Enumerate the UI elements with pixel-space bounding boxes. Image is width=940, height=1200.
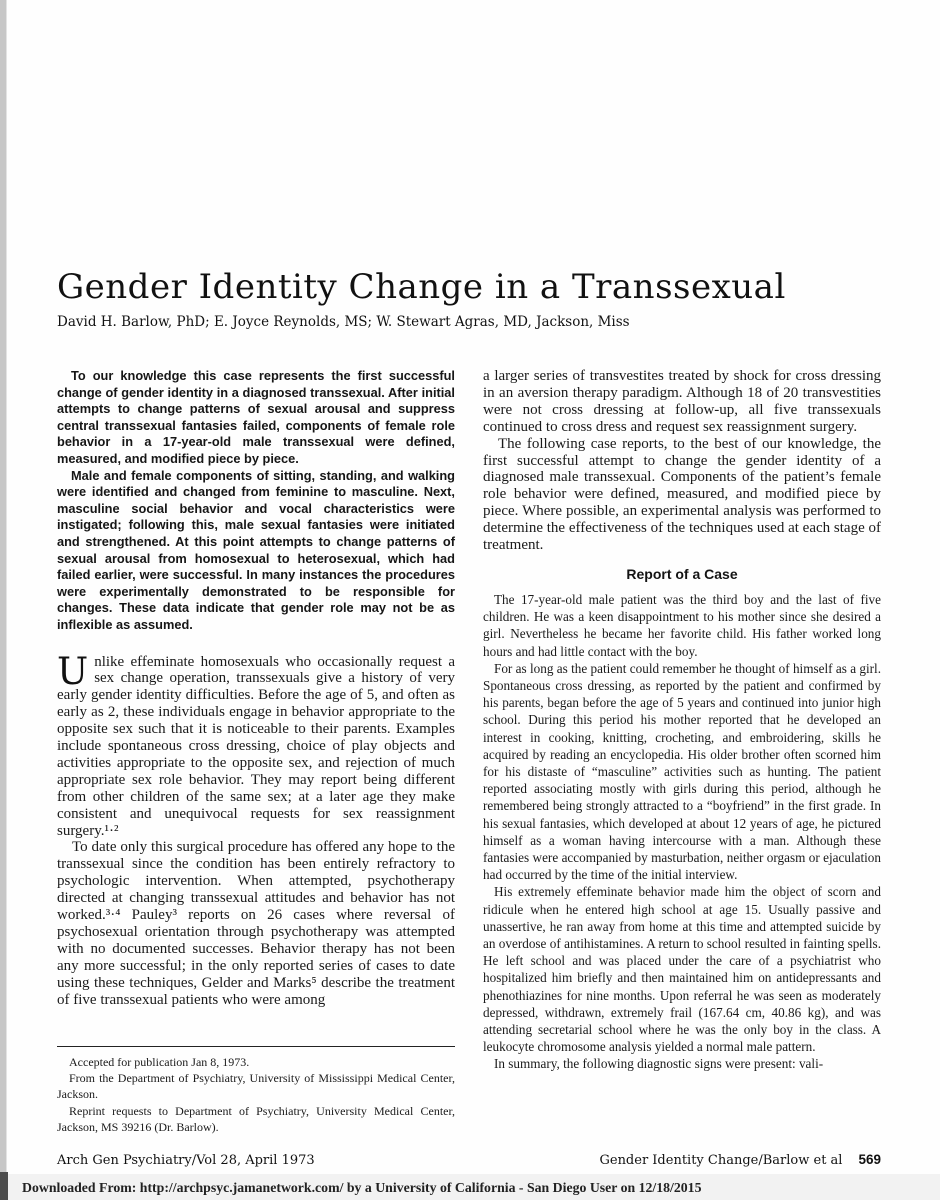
- section-heading-report-of-a-case: Report of a Case: [626, 565, 738, 582]
- paper-title: Gender Identity Change in a Transsexual: [57, 266, 786, 307]
- abstract: [57, 368, 455, 634]
- page-footer: [57, 1152, 881, 1168]
- left-column: [57, 368, 455, 1009]
- intro-paragraph-1: [57, 649, 455, 840]
- page-number: 569: [858, 1152, 881, 1167]
- journal-citation: Arch Gen Psychiatry/Vol 28, April 1973: [57, 1153, 315, 1168]
- footer-right-group: [599, 1152, 881, 1168]
- download-provenance-notice: Downloaded From: http://archpsyc.jamanetwork.com/ by a University of California - San Diego User on 12/18/2015: [22, 1180, 702, 1195]
- scan-edge-strip: [0, 0, 7, 1200]
- continued-paragraph: a larger series of transvestites treated by shock for cross dressing in an aversion therapy paradigm. Although 18 of 20 transvestities were not cross dressing at follow-up, all five transsexuals continued to cross dress and request sex reassignment surgery.: [483, 368, 881, 435]
- case-paragraph-3: His extremely effeminate behavior made him the object of scorn and ridicule when he entered high school at age 15. Usually passive and unassertive, he ran away from home at this time and attempted suicide by an overdose of antihistamines. A return to school resulted in fainting spells. He left school and was placed under the care of a psychiatrist who hospitalized him briefly and then maintained him on antidepressants and phenothiazines for nine months. Upon referral he was seen as moderately depressed, withdrawn, extremely frail (167.64 cm, 40.86 kg), and was attending secretarial school where he was the only boy in the class. A leukocyte chromosome analysis yielded a normal male pattern.: [483, 884, 881, 1055]
- overview-paragraph: The following case reports, to the best of our knowledge, the first successful attempt to change the gender identity of a diagnosed male transsexual. Components of the patient’s female role behavior were defined, measured, and modified piece by piece. Where possible, an experimental analysis was performed to determine the effectiveness of the techniques used at each stage of treatment.: [483, 435, 881, 554]
- abstract-paragraph-1: To our knowledge this case represents the first successful change of gender identity in a diagnosed transsexual. After initial attempts to change patterns of sexual arousal and suppress central transsexual fantasies failed, components of female role behavior in a 17-year-old male transsexual were defined, measured, and modified piece by piece.: [57, 368, 455, 466]
- abstract-paragraph-2: Male and female components of sitting, standing, and walking were identified and changed from feminine to masculine. Next, masculine social behavior and vocal characteristics were instigated; following this, male sexual fantasies were initiated and strengthened. At this point attempts to change patterns of sexual arousal from homosexual to heterosexual, which had failed earlier, were successful. In many instances the procedures were experimentally demonstrated to be responsible for changes. These data indicate that gender role may not be as inflexible as assumed.: [57, 467, 455, 632]
- scan-corner-artifact: [0, 1172, 8, 1200]
- running-title: Gender Identity Change/Barlow et al: [599, 1153, 843, 1168]
- case-paragraph-1: The 17-year-old male patient was the third boy and the last of five children. He was a keen disappointment to his mother since she desired a girl. Nevertheless he became her favorite child. His father worked long hours and had little contact with the boy.: [483, 591, 881, 659]
- authors-byline: David H. Barlow, PhD; E. Joyce Reynolds, MS; W. Stewart Agras, MD, Jackson, Miss: [57, 314, 630, 330]
- intro-paragraph-1-text: nlike effeminate homosexuals who occasionally request a sex change operation, transsexuals give a history of very early gender identity difficulties. Before the age of 5, and often as early as 2, these individuals engage in behavior appropriate to the opposite sex such that it is noticeable to their parents. Examples include spontaneous cross dressing, choice of play objects and activities appropriate to the opposite sex, and rejection of much appropriate sex role behavior. They may report being different from other children of the same sex; at a later age they make consistent and unequivocal requests for sex reassignment surgery.¹·²: [57, 653, 455, 839]
- intro-paragraph-2: To date only this surgical procedure has offered any hope to the transsexual since the condition has been entirely refractory to psychologic intervention. When attempted, psychotherapy directed at changing transsexual attitudes and behavior has not worked.³·⁴ Pauley³ reports on 26 cases where reversal of psychosexual orientation through psychotherapy was attempted with no documented successes. Behavior therapy has not been any more successful; in the only reported series of cases to date using these techniques, Gelder and Marks⁵ describe the treatment of five transsexual patients who were among: [57, 839, 455, 1008]
- introduction-continued: [483, 368, 881, 554]
- case-paragraph-4: In summary, the following diagnostic signs were present: vali-: [494, 1056, 824, 1072]
- case-report-text: [483, 591, 881, 1073]
- introduction-text: [57, 649, 455, 1009]
- author-footnotes: [57, 1046, 455, 1135]
- footnote-accepted: Accepted for publication Jan 8, 1973.: [69, 1055, 250, 1069]
- footnote-reprints: Reprint requests to Department of Psychiatry, University Medical Center, Jackson, MS 39216 (Dr. Barlow).: [57, 1103, 455, 1134]
- right-column: [483, 368, 881, 1073]
- case-paragraph-2: For as long as the patient could remember he thought of himself as a girl. Spontaneous cross dressing, as reported by the patient and confirmed by his parents, began before the age of 5 years and continued into junior high school. During this period his mother reported that he developed an interest in cooking, knitting, crocheting, and embroidering, skills he acquired by reading an encyclopedia. His older brother often scorned him for his distaste of “masculine” activities such as hunting. The patient reported associating mostly with girls during this period, although he remembered being strongly attracted to a “boyfriend” in the first grade. In his sexual fantasies, which developed at about 12 years of age, he pictured himself as a woman having intercourse with a man. Although these fantasies were accompanied by masturbation, neither orgasm or ejaculation had occurred by the time of the initial interview.: [483, 660, 881, 883]
- footnote-affiliation: From the Department of Psychiatry, University of Mississippi Medical Center, Jackson.: [57, 1071, 455, 1102]
- drop-cap: U: [57, 649, 89, 693]
